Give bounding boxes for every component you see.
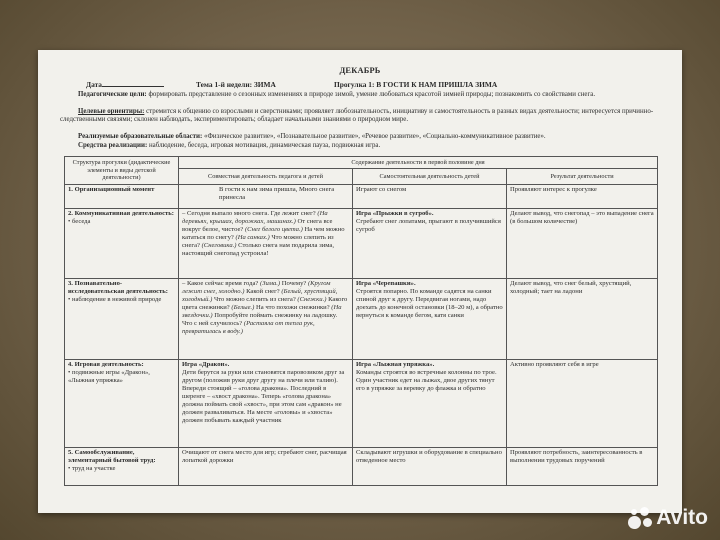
date-blank-line bbox=[102, 86, 164, 87]
goals-paragraph bbox=[60, 91, 664, 99]
targets-paragraph bbox=[60, 108, 664, 125]
header-content: Содержание деятельности в первой половине дня bbox=[179, 157, 658, 169]
means-label: Средства реализации: bbox=[78, 142, 148, 149]
table-row bbox=[65, 360, 658, 448]
goals-label: Педагогические цели: bbox=[78, 91, 147, 98]
row-structure: 3. Познавательно-исследовательская деятельность: • наблюдение в неживой природе bbox=[65, 279, 179, 360]
row-structure: 4. Игровая деятельность: • подвижные игры «Дракон», «Лыжная упряжка» bbox=[65, 360, 179, 448]
avito-wordmark: Avito bbox=[656, 506, 708, 529]
goals-text: формировать представление о сезонных изменениях в природе зимой, умение любоваться красотой зимней природы; познакомить со свойствами снега. bbox=[148, 91, 596, 98]
header-result: Результат деятельности bbox=[507, 169, 658, 185]
row-independent: Игра «Черепашки». Строятся попарно. По команде садятся на санки спиной друг к другу. Передвигая ногами, надо доехать до конечной остановки (18–20 м), а обратно вернуться к команде бегом, катя санки bbox=[353, 279, 507, 360]
header-independent: Самостоятельная деятельность детей bbox=[353, 169, 507, 185]
row-joint: – Сегодня выпало много снега. Где лежит снег? (На деревьях, крышах, дорожках, машинах.) От снега все вокруг белое, чистое? (Снег белого цвета.) На чем можно кататься по снегу? (На санках.) Что можно слепить из снега? (Снеговика.) Столько снега нам подарила зима, настоящий снегопад устроила! bbox=[179, 209, 353, 279]
areas-label: Реализуемые образовательные области: bbox=[78, 133, 203, 140]
row-independent: Играют со снегом bbox=[353, 185, 507, 209]
means-text: наблюдение, беседа, игровая мотивация, динамическая пауза, подвижная игра. bbox=[148, 142, 381, 149]
row-independent: Игра «Прыжки в сугроб». Сгребают снег лопатами, прыгают в получившийся сугроб bbox=[353, 209, 507, 279]
areas-paragraph bbox=[60, 133, 664, 141]
row-joint: В гости к нам зима пришла, Много снега принесла bbox=[179, 185, 353, 209]
header-structure: Структура прогулки (дидактические элементы и виды детской деятельности) bbox=[65, 157, 179, 185]
means-paragraph bbox=[60, 142, 664, 150]
row-result: Проявляют потребность, заинтересованность в выполнении трудовых поручений bbox=[507, 448, 658, 486]
row-joint: Очищают от снега место для игр; сгребают снег, расчищая лопаткой дорожки bbox=[179, 448, 353, 486]
walk-title: Прогулка 1: В ГОСТИ К НАМ ПРИШЛА ЗИМА bbox=[334, 80, 498, 89]
row-independent: Складывают игрушки и оборудование в специально отведенное место bbox=[353, 448, 507, 486]
table-row bbox=[65, 185, 658, 209]
table-row bbox=[65, 209, 658, 279]
areas-text: «Физическое развитие», «Познавательное развитие», «Речевое развитие», «Социально-коммуникативное развитие». bbox=[204, 133, 546, 140]
row-result: Активно проявляют себя в игре bbox=[507, 360, 658, 448]
row-result: Делают вывод, что снегопад – это выпадение снега (в большом количестве) bbox=[507, 209, 658, 279]
activity-table bbox=[64, 156, 658, 486]
row-independent: Игра «Лыжная упряжка». Команды строятся во встречные колонны по трое. Один участник едет на лыжах, двое других тянут его в упряжке за веревку до флажка и обратно bbox=[353, 360, 507, 448]
row-result: Делают вывод, что снег белый, хрустящий, холодный; тает на ладони bbox=[507, 279, 658, 360]
table-row bbox=[65, 448, 658, 486]
row-joint: Игра «Дракон». Дети берутся за руки или становятся паровозиком друг за другом (положив руки друг другу на плечи или талию). Впереди стоящий – «голова дракона». Последний в шеренге – «хвост дракона». Теперь «голова дракона» должна поймать свой «хвост», при этом сам «дракон» не должен разваливаться. На месте «головы» и «хвоста» должен побывать каждый участник bbox=[179, 360, 353, 448]
header-joint: Совместная деятельность педагога и детей bbox=[179, 169, 353, 185]
document-sheet bbox=[38, 50, 682, 513]
targets-text: стремится к общению со взрослыми и сверстниками; проявляет любознательность, инициативу и самостоятельность в разных видах деятельности; интересуется причинно-следственными связями; склонен наблюдать, экспериментировать; обладает начальными знаниями о природном мире. bbox=[60, 108, 654, 124]
row-structure: 2. Коммуникативная деятельность: • беседа bbox=[65, 209, 179, 279]
row-structure: 1. Организационный момент bbox=[65, 185, 179, 209]
row-joint: – Какое сейчас время года? (Зима.) Почему? (Кругом лежит снег, холодно.) Какой снег? (Белый, хрустящий, холодный.) Что можно слепить из снега? (Снежки.) Какого цвета снежинки? (Белые.) На что похожи снежинки? (На звездочки.) Попробуйте поймать снежинку на ладошку. Что с ней случилось? (Растаяла от тепла рук, превратилась в воду.) bbox=[179, 279, 353, 360]
row-structure: 5. Самообслуживание, элементарный бытовой труд: • труд на участке bbox=[65, 448, 179, 486]
table-row bbox=[65, 279, 658, 360]
avito-watermark bbox=[628, 506, 708, 530]
avito-logo-icon bbox=[628, 507, 652, 529]
date-field: Дата bbox=[86, 80, 164, 89]
month-title: ДЕКАБРЬ bbox=[339, 66, 381, 75]
week-theme: Тема 1-й недели: ЗИМА bbox=[196, 80, 276, 89]
row-result: Проявляют интерес к прогулке bbox=[507, 185, 658, 209]
targets-label: Целевые ориентиры: bbox=[78, 108, 145, 115]
